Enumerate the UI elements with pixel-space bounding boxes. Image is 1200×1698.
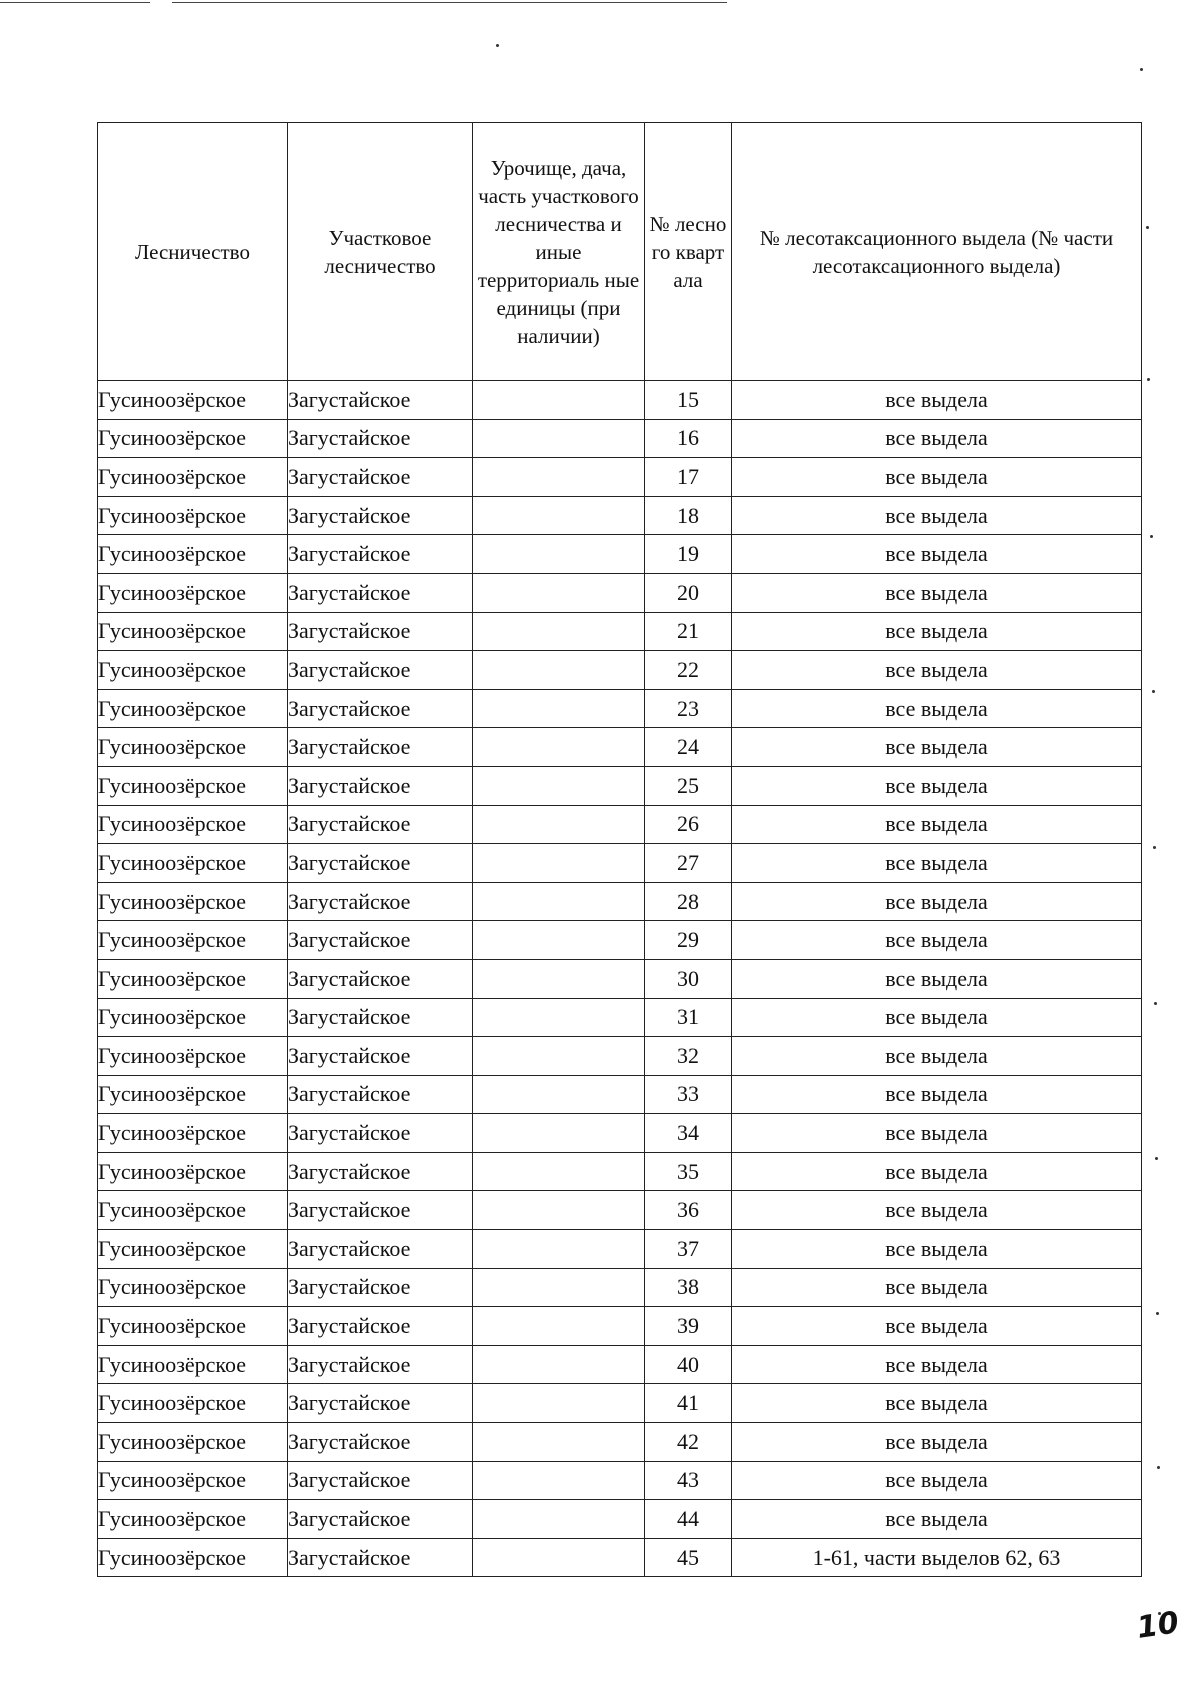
cell-district-forestry: Загустайское bbox=[288, 1114, 473, 1153]
cell-forestry: Гусиноозёрское bbox=[98, 419, 288, 458]
cell-district-forestry: Загустайское bbox=[288, 419, 473, 458]
cell-quarter-number: 34 bbox=[645, 1114, 732, 1153]
scan-speck bbox=[1147, 378, 1150, 381]
cell-forestry: Гусиноозёрское bbox=[98, 1500, 288, 1539]
top-scan-rule-left bbox=[0, 2, 150, 3]
cell-forestry: Гусиноозёрское bbox=[98, 1114, 288, 1153]
cell-quarter-number: 25 bbox=[645, 766, 732, 805]
scan-speck bbox=[1146, 226, 1149, 229]
cell-plot-number: все выдела bbox=[732, 844, 1142, 883]
cell-forestry: Гусиноозёрское bbox=[98, 1191, 288, 1230]
cell-plot-number: все выдела bbox=[732, 728, 1142, 767]
cell-forestry: Гусиноозёрское bbox=[98, 1384, 288, 1423]
cell-plot-number: все выдела bbox=[732, 882, 1142, 921]
cell-tract bbox=[473, 1307, 645, 1346]
cell-tract bbox=[473, 766, 645, 805]
cell-plot-number: все выдела bbox=[732, 651, 1142, 690]
cell-district-forestry: Загустайское bbox=[288, 805, 473, 844]
cell-district-forestry: Загустайское bbox=[288, 728, 473, 767]
cell-quarter-number: 18 bbox=[645, 496, 732, 535]
cell-tract bbox=[473, 1345, 645, 1384]
cell-forestry: Гусиноозёрское bbox=[98, 573, 288, 612]
cell-quarter-number: 36 bbox=[645, 1191, 732, 1230]
cell-tract bbox=[473, 1461, 645, 1500]
table-row bbox=[98, 728, 1142, 767]
cell-tract bbox=[473, 381, 645, 420]
cell-tract bbox=[473, 458, 645, 497]
cell-tract bbox=[473, 1152, 645, 1191]
cell-tract bbox=[473, 1037, 645, 1076]
cell-district-forestry: Загустайское bbox=[288, 766, 473, 805]
cell-quarter-number: 30 bbox=[645, 959, 732, 998]
cell-quarter-number: 33 bbox=[645, 1075, 732, 1114]
cell-tract bbox=[473, 882, 645, 921]
table-row bbox=[98, 766, 1142, 805]
cell-forestry: Гусиноозёрское bbox=[98, 458, 288, 497]
cell-quarter-number: 45 bbox=[645, 1538, 732, 1577]
table-row bbox=[98, 1500, 1142, 1539]
cell-forestry: Гусиноозёрское bbox=[98, 844, 288, 883]
cell-forestry: Гусиноозёрское bbox=[98, 535, 288, 574]
cell-forestry: Гусиноозёрское bbox=[98, 1075, 288, 1114]
cell-plot-number: все выдела bbox=[732, 458, 1142, 497]
table-row bbox=[98, 1191, 1142, 1230]
cell-quarter-number: 32 bbox=[645, 1037, 732, 1076]
cell-tract bbox=[473, 612, 645, 651]
cell-tract bbox=[473, 1538, 645, 1577]
scan-speck bbox=[1140, 68, 1143, 71]
table-row bbox=[98, 1345, 1142, 1384]
cell-plot-number: все выдела bbox=[732, 612, 1142, 651]
cell-quarter-number: 22 bbox=[645, 651, 732, 690]
cell-tract bbox=[473, 1075, 645, 1114]
cell-district-forestry: Загустайское bbox=[288, 1075, 473, 1114]
table-row bbox=[98, 1461, 1142, 1500]
cell-district-forestry: Загустайское bbox=[288, 651, 473, 690]
scan-speck bbox=[1157, 1466, 1160, 1469]
table-row bbox=[98, 1075, 1142, 1114]
cell-district-forestry: Загустайское bbox=[288, 1345, 473, 1384]
cell-tract bbox=[473, 1423, 645, 1462]
cell-tract bbox=[473, 1191, 645, 1230]
cell-quarter-number: 38 bbox=[645, 1268, 732, 1307]
cell-tract bbox=[473, 1268, 645, 1307]
table-row bbox=[98, 1114, 1142, 1153]
table-row bbox=[98, 651, 1142, 690]
cell-plot-number: все выдела bbox=[732, 535, 1142, 574]
cell-quarter-number: 17 bbox=[645, 458, 732, 497]
table-row bbox=[98, 573, 1142, 612]
scan-speck bbox=[1155, 1157, 1158, 1160]
scan-speck bbox=[1156, 1312, 1159, 1315]
cell-forestry: Гусиноозёрское bbox=[98, 1230, 288, 1269]
forest-plots-table bbox=[97, 122, 1142, 1577]
cell-quarter-number: 44 bbox=[645, 1500, 732, 1539]
cell-district-forestry: Загустайское bbox=[288, 1538, 473, 1577]
cell-plot-number: все выдела bbox=[732, 1037, 1142, 1076]
table-row bbox=[98, 689, 1142, 728]
cell-forestry: Гусиноозёрское bbox=[98, 805, 288, 844]
cell-quarter-number: 39 bbox=[645, 1307, 732, 1346]
table-row bbox=[98, 998, 1142, 1037]
header-tract: Урочище, дача, часть участкового лесничества и иные территориаль ные единицы (при наличии) bbox=[473, 123, 645, 381]
table-row bbox=[98, 921, 1142, 960]
header-forestry: Лесничество bbox=[98, 123, 288, 381]
cell-district-forestry: Загустайское bbox=[288, 1423, 473, 1462]
cell-quarter-number: 41 bbox=[645, 1384, 732, 1423]
cell-district-forestry: Загустайское bbox=[288, 1191, 473, 1230]
table-row bbox=[98, 419, 1142, 458]
table-row bbox=[98, 458, 1142, 497]
cell-plot-number: все выдела bbox=[732, 1230, 1142, 1269]
cell-forestry: Гусиноозёрское bbox=[98, 921, 288, 960]
table-row bbox=[98, 882, 1142, 921]
table-row bbox=[98, 535, 1142, 574]
table-row bbox=[98, 1230, 1142, 1269]
cell-forestry: Гусиноозёрское bbox=[98, 1268, 288, 1307]
cell-forestry: Гусиноозёрское bbox=[98, 1152, 288, 1191]
cell-forestry: Гусиноозёрское bbox=[98, 496, 288, 535]
cell-district-forestry: Загустайское bbox=[288, 1500, 473, 1539]
cell-district-forestry: Загустайское bbox=[288, 921, 473, 960]
cell-plot-number: все выдела bbox=[732, 1075, 1142, 1114]
table-row bbox=[98, 612, 1142, 651]
cell-plot-number: все выдела bbox=[732, 1384, 1142, 1423]
cell-forestry: Гусиноозёрское bbox=[98, 728, 288, 767]
cell-quarter-number: 28 bbox=[645, 882, 732, 921]
page-number: 10 bbox=[1134, 1605, 1181, 1646]
cell-tract bbox=[473, 921, 645, 960]
cell-quarter-number: 26 bbox=[645, 805, 732, 844]
cell-quarter-number: 23 bbox=[645, 689, 732, 728]
table-row bbox=[98, 1538, 1142, 1577]
cell-plot-number: все выдела bbox=[732, 766, 1142, 805]
cell-forestry: Гусиноозёрское bbox=[98, 1423, 288, 1462]
cell-quarter-number: 29 bbox=[645, 921, 732, 960]
cell-forestry: Гусиноозёрское bbox=[98, 612, 288, 651]
cell-district-forestry: Загустайское bbox=[288, 959, 473, 998]
cell-tract bbox=[473, 1114, 645, 1153]
cell-tract bbox=[473, 1500, 645, 1539]
cell-district-forestry: Загустайское bbox=[288, 1307, 473, 1346]
cell-tract bbox=[473, 573, 645, 612]
header-quarter-number: № лесно го кварт ала bbox=[645, 123, 732, 381]
table-header-row bbox=[98, 123, 1142, 381]
cell-tract bbox=[473, 1230, 645, 1269]
cell-tract bbox=[473, 805, 645, 844]
cell-tract bbox=[473, 844, 645, 883]
cell-plot-number: все выдела bbox=[732, 959, 1142, 998]
cell-quarter-number: 40 bbox=[645, 1345, 732, 1384]
cell-plot-number: все выдела bbox=[732, 921, 1142, 960]
cell-plot-number: все выдела bbox=[732, 1345, 1142, 1384]
table-body bbox=[98, 381, 1142, 1577]
cell-district-forestry: Загустайское bbox=[288, 1268, 473, 1307]
cell-district-forestry: Загустайское bbox=[288, 689, 473, 728]
cell-quarter-number: 35 bbox=[645, 1152, 732, 1191]
cell-quarter-number: 20 bbox=[645, 573, 732, 612]
cell-plot-number: все выдела bbox=[732, 1461, 1142, 1500]
cell-quarter-number: 15 bbox=[645, 381, 732, 420]
cell-forestry: Гусиноозёрское bbox=[98, 1345, 288, 1384]
table-row bbox=[98, 1384, 1142, 1423]
cell-forestry: Гусиноозёрское bbox=[98, 1307, 288, 1346]
table-header bbox=[98, 123, 1142, 381]
cell-plot-number: 1-61, части выделов 62, 63 bbox=[732, 1538, 1142, 1577]
table-row bbox=[98, 1423, 1142, 1462]
cell-district-forestry: Загустайское bbox=[288, 1230, 473, 1269]
cell-quarter-number: 27 bbox=[645, 844, 732, 883]
cell-plot-number: все выдела bbox=[732, 1268, 1142, 1307]
cell-district-forestry: Загустайское bbox=[288, 1461, 473, 1500]
cell-forestry: Гусиноозёрское bbox=[98, 1538, 288, 1577]
cell-tract bbox=[473, 728, 645, 767]
header-plot-number: № лесотаксационного выдела (№ части лесотаксационного выдела) bbox=[732, 123, 1142, 381]
table-row bbox=[98, 959, 1142, 998]
cell-forestry: Гусиноозёрское bbox=[98, 651, 288, 690]
cell-plot-number: все выдела bbox=[732, 496, 1142, 535]
cell-district-forestry: Загустайское bbox=[288, 496, 473, 535]
scan-speck bbox=[496, 44, 499, 47]
cell-tract bbox=[473, 689, 645, 728]
cell-forestry: Гусиноозёрское bbox=[98, 882, 288, 921]
cell-district-forestry: Загустайское bbox=[288, 1384, 473, 1423]
cell-plot-number: все выдела bbox=[732, 381, 1142, 420]
table-row bbox=[98, 844, 1142, 883]
cell-forestry: Гусиноозёрское bbox=[98, 1461, 288, 1500]
cell-plot-number: все выдела bbox=[732, 1423, 1142, 1462]
cell-plot-number: все выдела bbox=[732, 1500, 1142, 1539]
cell-district-forestry: Загустайское bbox=[288, 1152, 473, 1191]
cell-plot-number: все выдела bbox=[732, 689, 1142, 728]
cell-tract bbox=[473, 998, 645, 1037]
table-row bbox=[98, 496, 1142, 535]
cell-forestry: Гусиноозёрское bbox=[98, 959, 288, 998]
cell-district-forestry: Загустайское bbox=[288, 998, 473, 1037]
cell-tract bbox=[473, 419, 645, 458]
cell-plot-number: все выдела bbox=[732, 1307, 1142, 1346]
scan-speck bbox=[1153, 846, 1156, 849]
cell-plot-number: все выдела bbox=[732, 419, 1142, 458]
cell-forestry: Гусиноозёрское bbox=[98, 381, 288, 420]
cell-forestry: Гусиноозёрское bbox=[98, 689, 288, 728]
cell-tract bbox=[473, 1384, 645, 1423]
table-row bbox=[98, 805, 1142, 844]
cell-district-forestry: Загустайское bbox=[288, 612, 473, 651]
cell-tract bbox=[473, 535, 645, 574]
table-row bbox=[98, 1152, 1142, 1191]
cell-forestry: Гусиноозёрское bbox=[98, 1037, 288, 1076]
table-row bbox=[98, 1268, 1142, 1307]
scan-speck bbox=[1154, 1002, 1157, 1005]
scan-speck bbox=[1150, 535, 1153, 538]
scan-speck bbox=[1152, 690, 1155, 693]
cell-quarter-number: 16 bbox=[645, 419, 732, 458]
cell-district-forestry: Загустайское bbox=[288, 882, 473, 921]
cell-plot-number: все выдела bbox=[732, 573, 1142, 612]
table-row bbox=[98, 1037, 1142, 1076]
cell-plot-number: все выдела bbox=[732, 998, 1142, 1037]
cell-district-forestry: Загустайское bbox=[288, 1037, 473, 1076]
cell-forestry: Гусиноозёрское bbox=[98, 998, 288, 1037]
cell-quarter-number: 24 bbox=[645, 728, 732, 767]
table-row bbox=[98, 1307, 1142, 1346]
cell-plot-number: все выдела bbox=[732, 1152, 1142, 1191]
cell-quarter-number: 21 bbox=[645, 612, 732, 651]
cell-quarter-number: 42 bbox=[645, 1423, 732, 1462]
cell-district-forestry: Загустайское bbox=[288, 573, 473, 612]
cell-district-forestry: Загустайское bbox=[288, 535, 473, 574]
cell-district-forestry: Загустайское bbox=[288, 844, 473, 883]
cell-district-forestry: Загустайское bbox=[288, 381, 473, 420]
cell-tract bbox=[473, 959, 645, 998]
cell-tract bbox=[473, 496, 645, 535]
top-scan-rule-right bbox=[172, 2, 727, 3]
cell-quarter-number: 31 bbox=[645, 998, 732, 1037]
cell-quarter-number: 19 bbox=[645, 535, 732, 574]
cell-forestry: Гусиноозёрское bbox=[98, 766, 288, 805]
cell-plot-number: все выдела bbox=[732, 1114, 1142, 1153]
cell-quarter-number: 43 bbox=[645, 1461, 732, 1500]
cell-quarter-number: 37 bbox=[645, 1230, 732, 1269]
table-row bbox=[98, 381, 1142, 420]
cell-tract bbox=[473, 651, 645, 690]
cell-district-forestry: Загустайское bbox=[288, 458, 473, 497]
cell-plot-number: все выдела bbox=[732, 1191, 1142, 1230]
header-district-forestry: Участковое лесничество bbox=[288, 123, 473, 381]
cell-plot-number: все выдела bbox=[732, 805, 1142, 844]
